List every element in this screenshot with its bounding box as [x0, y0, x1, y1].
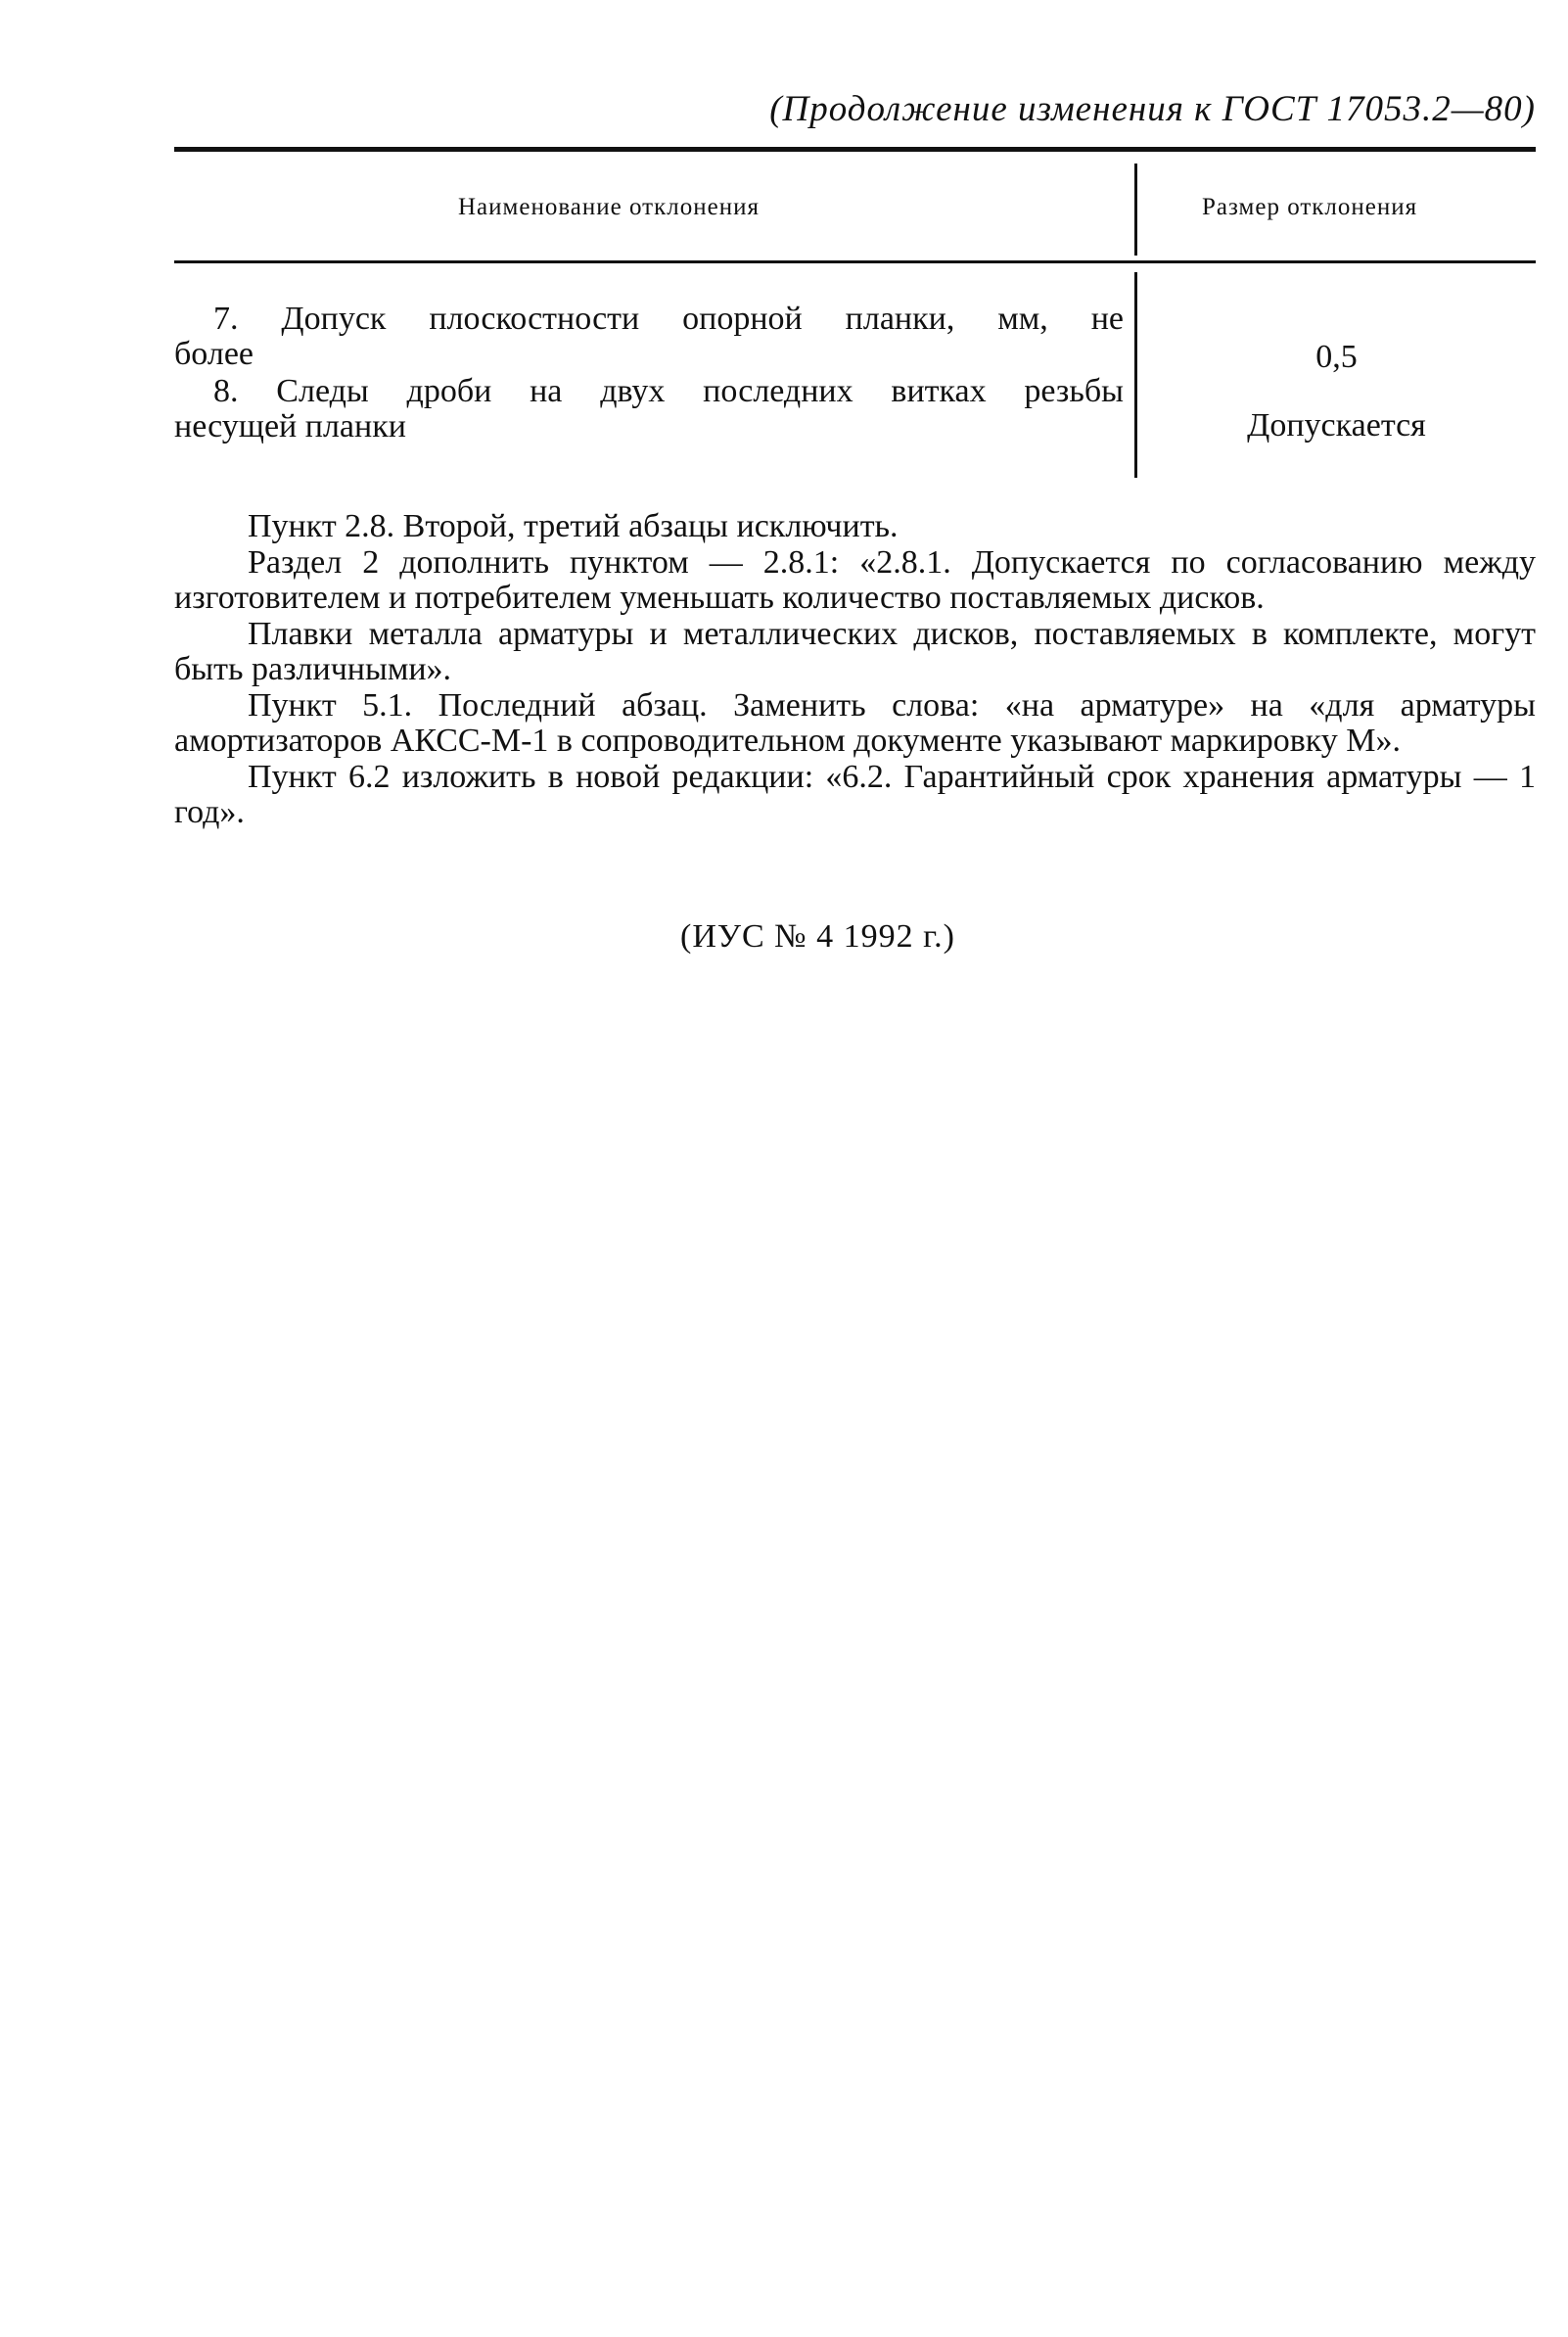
table-row-7-name-line1: 7. Допуск плоскостности опорной планки, мм, не — [213, 301, 1124, 337]
header-column-divider — [1134, 164, 1137, 256]
running-title: (Продолжение изменения к ГОСТ 17053.2—80) — [769, 89, 1536, 129]
table-row-7-name-line2: более — [174, 336, 254, 372]
deviation-table — [174, 147, 1536, 480]
paragraph: Пункт 5.1. Последний абзац. Заменить слова: «на арматуре» на «для арматуры амортизаторов АКСС-М-1 в сопроводительном документе указывают маркировку М». — [174, 687, 1536, 759]
paragraph: Пункт 6.2 изложить в новой редакции: «6.2. Гарантийный срок хранения арматуры — 1 год». — [174, 759, 1536, 830]
amendment-text — [174, 509, 1536, 830]
header-deviation-size: Размер отклонения — [1202, 194, 1418, 220]
table-row-7-value: 0,5 — [1315, 339, 1358, 375]
table-row-8-name-line2: несущей планки — [174, 408, 406, 444]
table-header-rule — [174, 260, 1536, 263]
source-reference: (ИУС № 4 1992 г.) — [680, 918, 955, 955]
paragraph: Плавки металла арматуры и металлических дисков, поставляемых в комплекте, могут быть различными». — [174, 616, 1536, 687]
paragraph: Пункт 2.8. Второй, третий абзацы исключить. — [248, 508, 899, 544]
paragraph: Раздел 2 дополнить пунктом — 2.8.1: «2.8.1. Допускается по согласованию между изготовителем и потребителем уменьшать количество поставляемых дисков. — [174, 544, 1536, 616]
table-top-rule — [174, 147, 1536, 152]
table-row-8-name-line1: 8. Следы дроби на двух последних витках резьбы — [213, 373, 1124, 409]
header-deviation-name: Наименование отклонения — [458, 194, 760, 220]
table-row-8-value: Допускается — [1247, 407, 1426, 444]
